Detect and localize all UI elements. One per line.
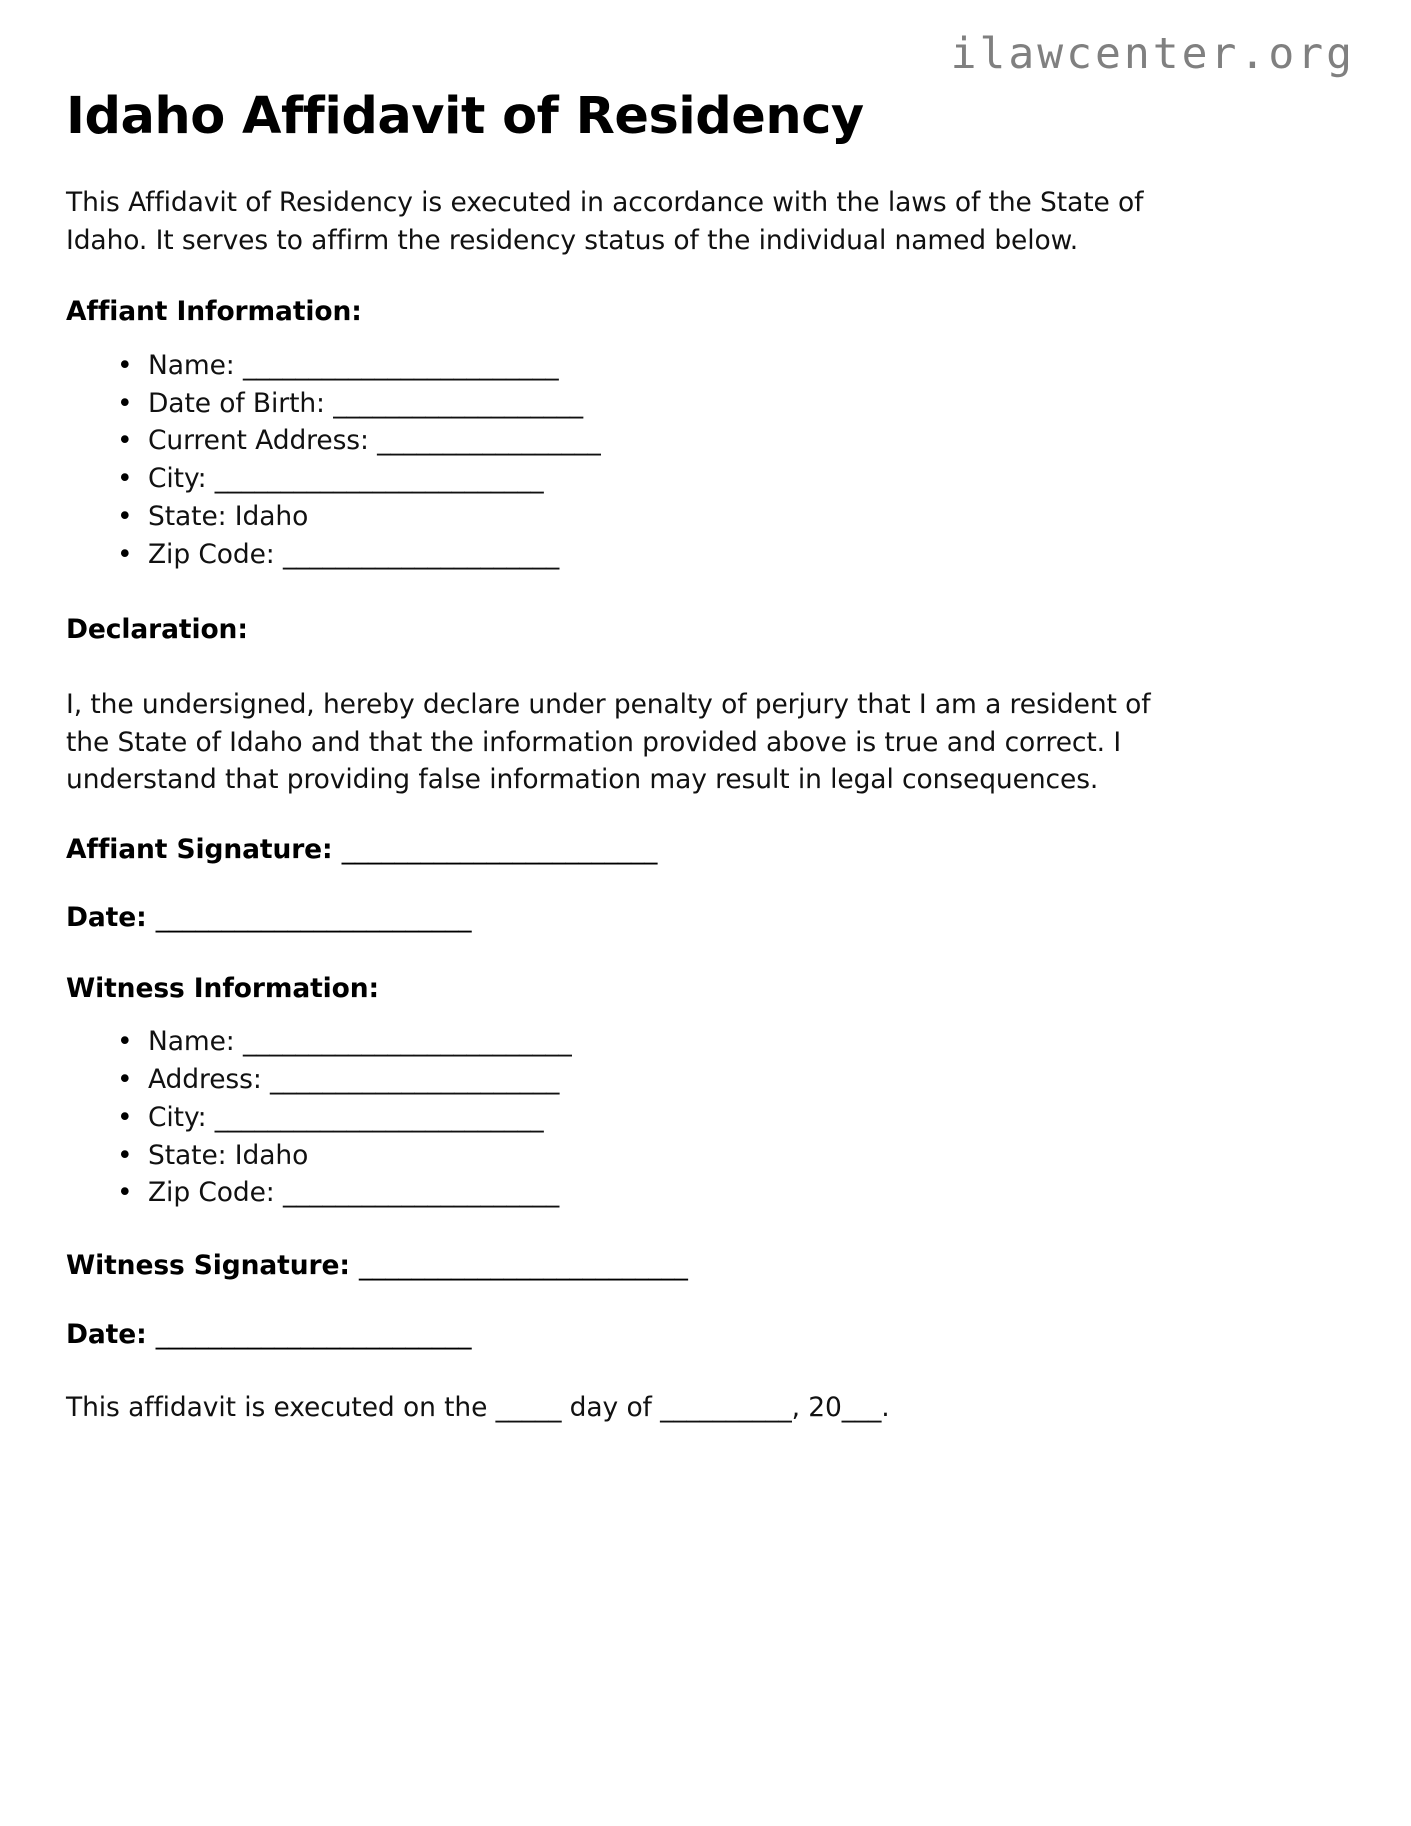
affiant-date-line: [66, 867, 1184, 935]
list-item: [148, 388, 1184, 426]
list-item: [148, 1140, 1184, 1178]
site-watermark: ilawcenter.org: [950, 29, 1355, 79]
field-blank[interactable]: _____________________: [282, 1177, 560, 1209]
affiant-signature-line: [66, 799, 1184, 867]
witness-field-list: [66, 1006, 1184, 1215]
witness-date-label: Date:: [66, 1318, 147, 1350]
witness-information-heading: Witness Information:: [66, 972, 380, 1004]
witness-signature-label: Witness Signature:: [66, 1250, 350, 1282]
list-item: [148, 539, 1184, 577]
witness-signature-line: [66, 1215, 1184, 1283]
execution-line: This affidavit is executed on the _____ day of __________, 20___.: [66, 1392, 890, 1424]
field-label: Name:: [148, 349, 235, 381]
list-item: [148, 463, 1184, 501]
field-blank[interactable]: _________________________: [242, 1026, 572, 1058]
affiant-field-list: [66, 330, 1184, 577]
list-item: [148, 1026, 1184, 1064]
field-blank[interactable]: _____________________: [282, 538, 560, 570]
list-item: [148, 1177, 1184, 1215]
field-label: Current Address:: [148, 425, 369, 457]
witness-signature-blank[interactable]: _________________________: [359, 1250, 688, 1282]
affiant-date-blank[interactable]: ________________________: [155, 902, 472, 934]
field-label: Address:: [148, 1064, 262, 1095]
field-label: State: Idaho: [148, 500, 309, 532]
field-label: State: Idaho: [148, 1139, 309, 1171]
field-blank[interactable]: ______________________: [270, 1064, 560, 1095]
witness-date-blank[interactable]: ________________________: [155, 1318, 472, 1350]
affiant-signature-label: Affiant Signature:: [66, 833, 333, 865]
field-label: Zip Code:: [148, 1177, 275, 1209]
affiant-information-heading: Affiant Information:: [66, 296, 362, 328]
field-blank[interactable]: ___________________: [333, 387, 584, 419]
field-blank[interactable]: ________________________: [242, 349, 559, 381]
declaration-paragraph: I, the undersigned, hereby declare under penalty of perjury that I am a resident of the State of Idaho and that the information provided above is true and correct. I understand that providing false information may result in legal consequences.: [66, 689, 1151, 796]
document-content: [66, 0, 1184, 1426]
list-item: [148, 1102, 1184, 1140]
page-title: Idaho Affidavit of Residency: [66, 87, 864, 146]
list-item: [148, 350, 1184, 388]
field-blank[interactable]: _________________: [377, 425, 601, 457]
list-item: [148, 501, 1184, 539]
field-label: City:: [148, 1101, 207, 1133]
affiant-signature-blank[interactable]: ________________________: [341, 833, 658, 865]
witness-date-line: [66, 1284, 1184, 1352]
field-label: Date of Birth:: [148, 387, 325, 419]
affiant-date-label: Date:: [66, 902, 147, 934]
field-blank[interactable]: _________________________: [214, 463, 544, 495]
list-item: [148, 425, 1184, 463]
intro-paragraph: This Affidavit of Residency is executed in accordance with the laws of the State of Idaho. It serves to affirm the residency status of the individual named below.: [66, 187, 1144, 256]
list-item: [148, 1064, 1184, 1102]
field-blank[interactable]: _________________________: [214, 1101, 544, 1133]
declaration-heading: Declaration:: [66, 613, 248, 645]
field-label: City:: [148, 463, 207, 495]
field-label: Name:: [148, 1026, 235, 1058]
field-label: Zip Code:: [148, 538, 275, 570]
